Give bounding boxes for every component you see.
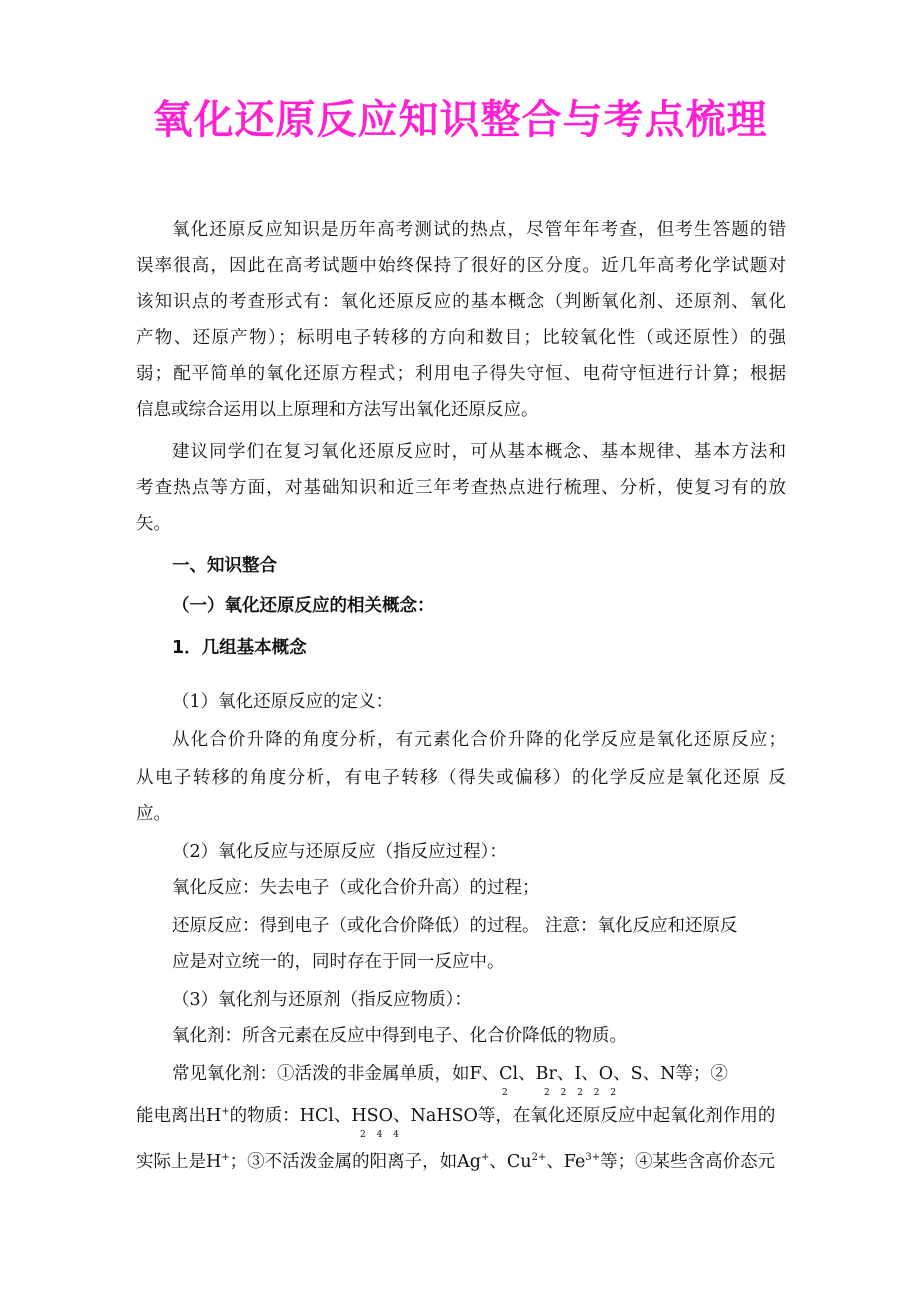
subscript-row-1a: 2 <box>502 1088 512 1098</box>
section-3-line-3 <box>136 1104 775 1128</box>
intro-paragraph-1-line-6: 信息或综合运用以上原理和方法写出氧化还原反应。 <box>136 400 539 420</box>
intro-paragraph-1-line-5: 弱；配平简单的氧化还原方程式；利用电子得失守恒、电荷守恒进行计算；根据 <box>136 364 786 384</box>
intro-paragraph-1-line-2: 误率很高，因此在高考试题中始终保持了很好的区分度。近几年高考化学试题对 <box>136 256 786 276</box>
intro-paragraph-2-line-3: 矢。 <box>136 514 171 534</box>
heading-related-concepts: （一）氧化还原反应的相关概念： <box>172 596 435 616</box>
section-1-line-1: 从化合价升降的角度分析，有元素化合价升降的化学反应是氧化还原反应； <box>172 730 786 750</box>
section-3-line-4-a: 实际上是H <box>136 1152 222 1172</box>
subscript-row-2: 2 4 4 <box>360 1130 403 1140</box>
heading-basic-concepts: 1．几组基本概念 <box>172 638 307 658</box>
fe-3plus-superscript: 3+ <box>585 1152 601 1164</box>
document-title: 氧化还原反应知识整合与考点梳理 <box>152 97 768 143</box>
subscript-row-1b: 2 2 2 2 2 <box>544 1088 621 1098</box>
heading-knowledge-integration: 一、知识整合 <box>172 556 277 576</box>
h-plus-superscript-2: + <box>221 1152 230 1164</box>
intro-paragraph-1-line-4: 产物、还原产物）；标明电子转移的方向和数目；比较氧化性（或还原性）的强 <box>136 328 786 348</box>
section-3-line-2: 常见氧化剂：①活泼的非金属单质，如F、Cl、Br、I、O、S、N等；② <box>172 1064 728 1084</box>
section-1-line-2: 从电子转移的角度分析，有电子转移（得失或偏移）的化学反应是氧化还原 反 <box>136 768 786 788</box>
section-3-line-4 <box>136 1150 775 1174</box>
intro-paragraph-2-line-1: 建议同学们在复习氧化还原反应时，可从基本概念、基本规律、基本方法和 <box>172 442 786 462</box>
section-2-title: （2）氧化反应与还原反应（指反应过程）： <box>172 842 507 862</box>
section-2-line-2: 还原反应：得到电子（或化合价降低）的过程。 注意：氧化反应和还原反 <box>172 916 738 936</box>
section-3-line-4-b: ；③不活泼金属的阳离子，如Ag <box>229 1152 481 1172</box>
section-3-line-4-c: 、Cu <box>489 1152 532 1172</box>
section-3-line-3-b: 的物质：HCl、HSO、NaHSO等，在氧化还原反应中起氧化剂作用的 <box>229 1106 776 1126</box>
section-3-line-4-d: 、Fe <box>546 1152 586 1172</box>
section-1-line-3: 应。 <box>136 804 171 824</box>
section-3-title: （3）氧化剂与还原剂（指反应物质）： <box>172 990 472 1010</box>
section-2-line-3: 应是对立统一的，同时存在于同一反应中。 <box>172 952 505 972</box>
cu-2plus-superscript: 2+ <box>531 1152 547 1164</box>
ag-plus-superscript: + <box>481 1152 490 1164</box>
section-3-line-1: 氧化剂：所含元素在反应中得到电子、化合价降低的物质。 <box>172 1026 627 1046</box>
intro-paragraph-2-line-2: 考查热点等方面，对基础知识和近三年考查热点进行梳理、分析，使复习有的放 <box>136 478 786 498</box>
section-1-title: （1）氧化还原反应的定义： <box>172 692 394 712</box>
section-3-line-3-a: 能电离出H <box>136 1106 222 1126</box>
section-3-line-4-e: 等；④某些含高价态元 <box>600 1152 776 1172</box>
h-plus-superscript: + <box>221 1106 230 1118</box>
intro-paragraph-1-line-1: 氧化还原反应知识是历年高考测试的热点，尽管年年考查，但考生答题的错 <box>172 220 786 240</box>
intro-paragraph-1-line-3: 该知识点的考查形式有：氧化还原反应的基本概念（判断氧化剂、还原剂、氧化 <box>136 292 786 312</box>
section-2-line-1: 氧化反应：失去电子（或化合价升高）的过程； <box>172 878 540 898</box>
